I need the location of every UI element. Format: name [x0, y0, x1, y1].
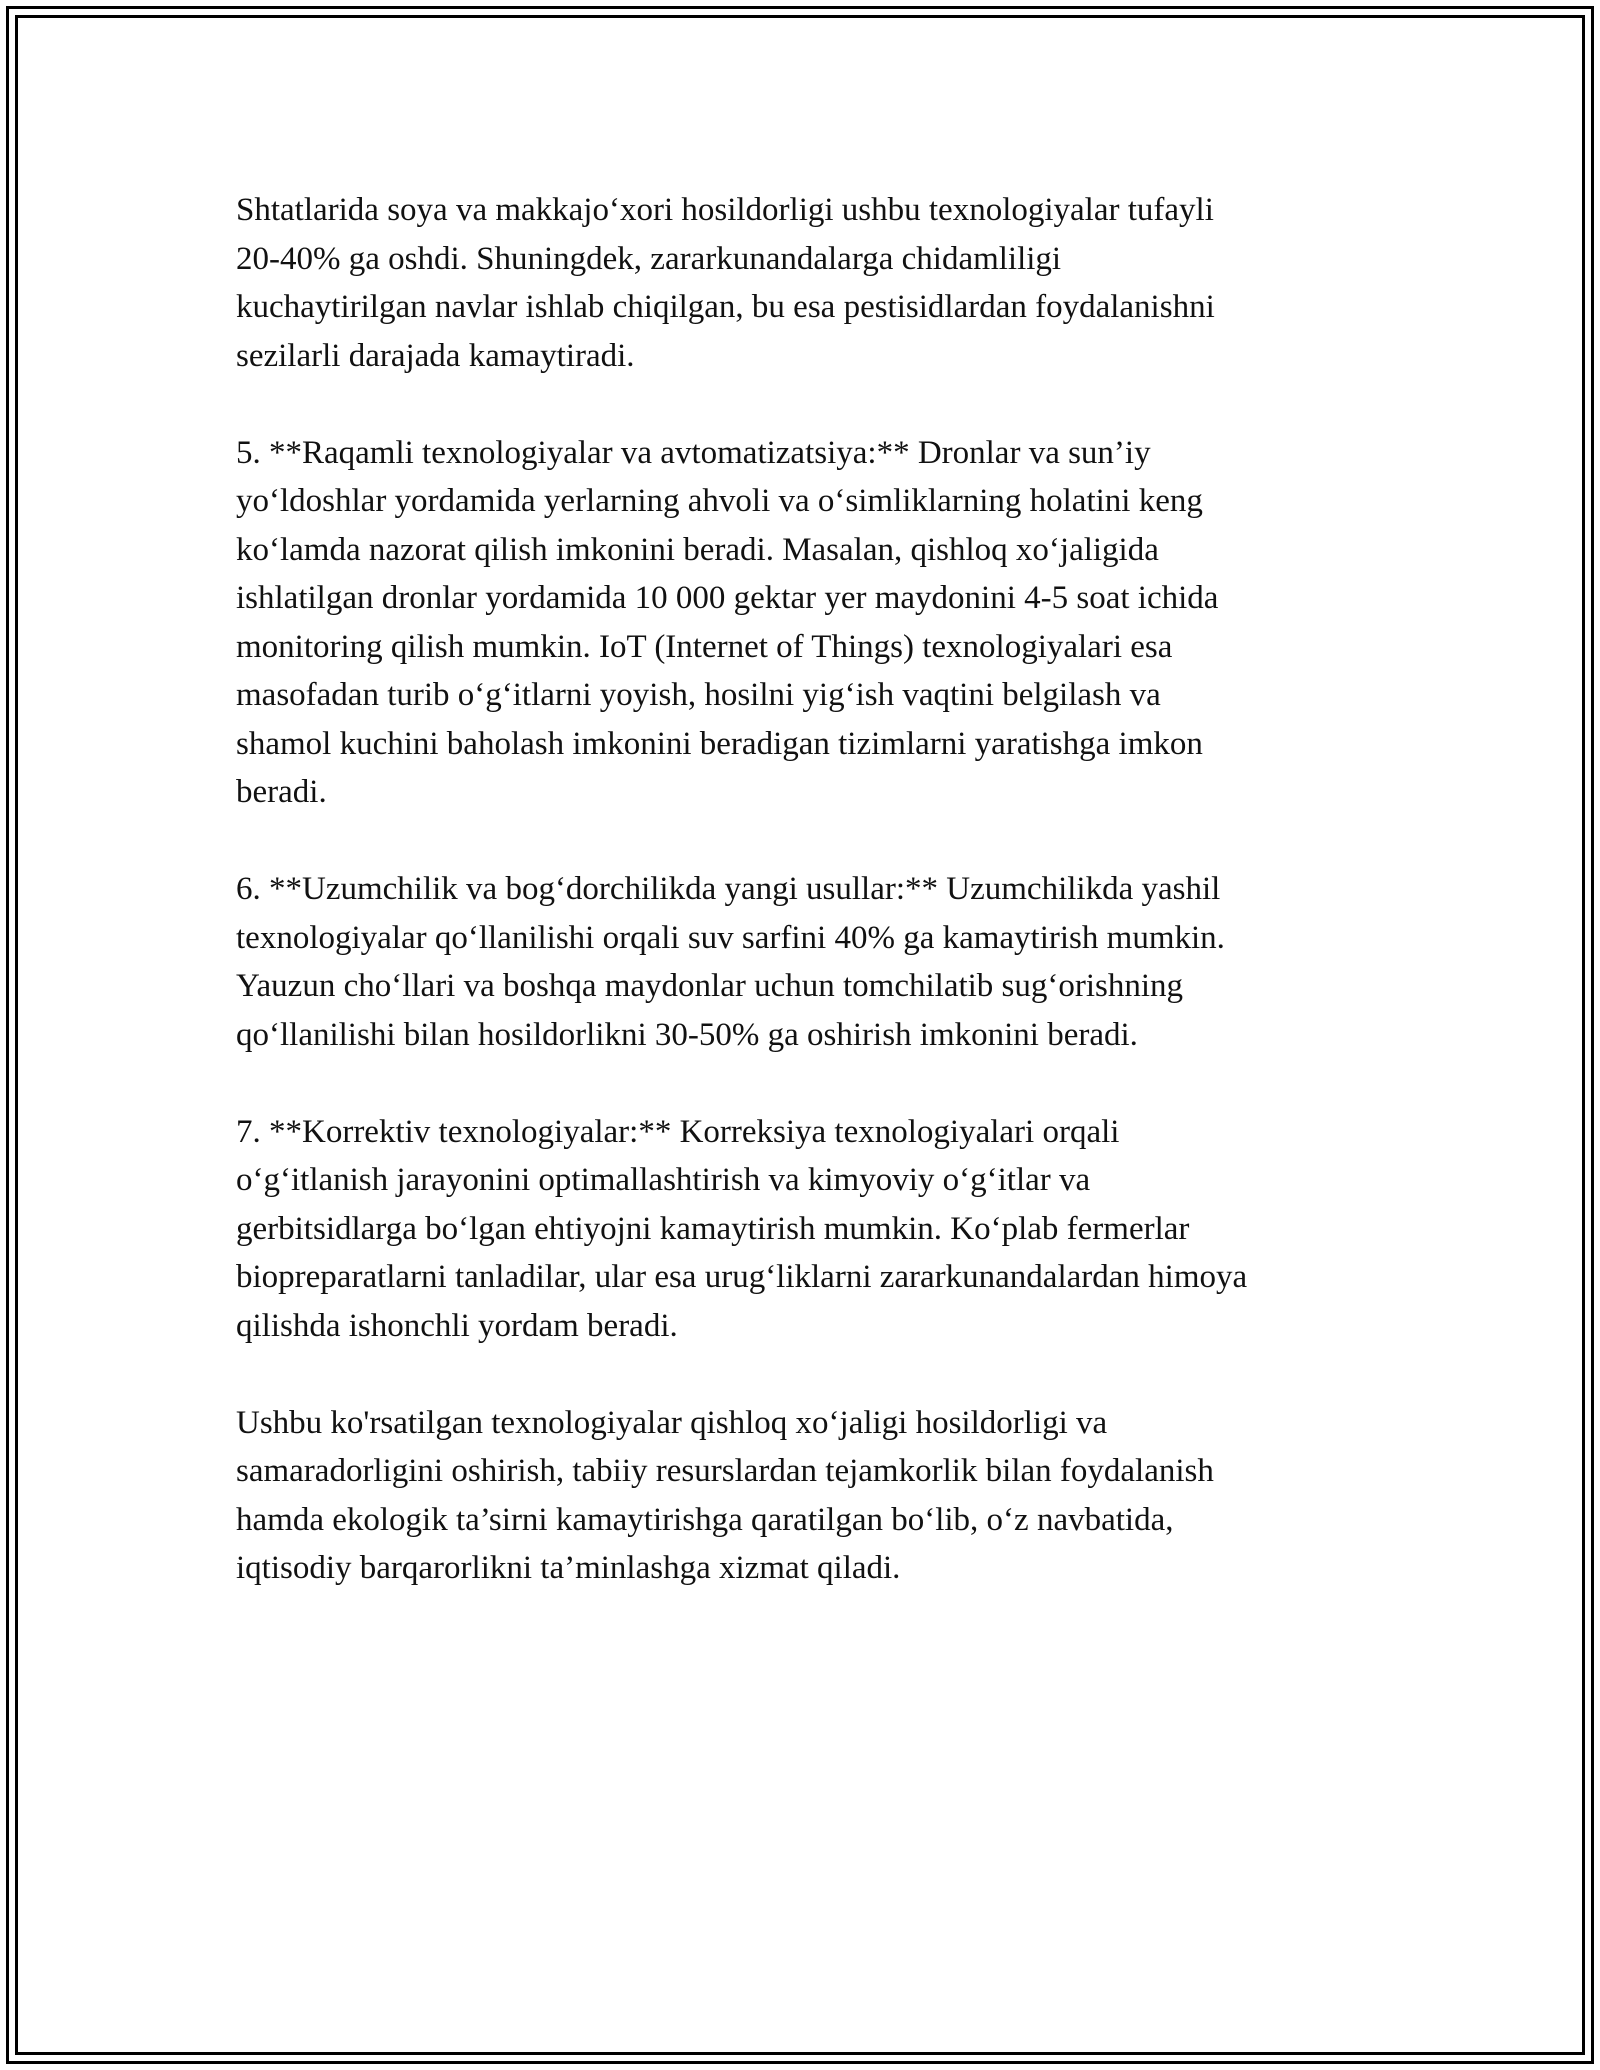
text-line: Shtatlarida soya va makkajo‘xori hosildorligi ushbu texnologiyalar tufayli: [236, 192, 1214, 228]
text-line: Ushbu ko'rsatilgan texnologiyalar qishloq xo‘jaligi hosildorligi va: [236, 1404, 1108, 1441]
text-line: yo‘ldoshlar yordamida yerlarning ahvoli va o‘simliklarning holatini keng: [236, 483, 1203, 519]
text-line: shamol kuchini baholash imkonini beradigan tizimlarni yaratishga imkon: [236, 725, 1203, 762]
text-line: biopreparatlarni tanladilar, ular esa urug‘liklarni zararkunandalardan himoya: [236, 1259, 1248, 1295]
text-line: ishlatilgan dronlar yordamida 10 000 gektar yer maydonini 4-5 soat ichida: [236, 580, 1219, 616]
text-line: masofadan turib o‘g‘itlarni yoyish, hosilni yig‘ish vaqtini belgilash va: [236, 677, 1161, 713]
document-body: [236, 186, 1376, 1641]
text-line: sezilarli darajada kamaytiradi.: [236, 337, 635, 374]
paragraph-item-7: [236, 1108, 1376, 1351]
text-line: Yauzun cho‘llari va boshqa maydonlar uchun tomchilatib sug‘orishning: [236, 968, 1184, 1004]
text-line: 6. **Uzumchilik va bog‘dorchilikda yangi usullar:** Uzumchilikda yashil: [236, 871, 1221, 907]
paragraph-item-5: [236, 429, 1376, 817]
text-line: beradi.: [236, 774, 327, 810]
text-line: qilishda ishonchli yordam beradi.: [236, 1307, 678, 1344]
text-line: gerbitsidlarga bo‘lgan ehtiyojni kamaytirish mumkin. Ko‘plab fermerlar: [236, 1210, 1190, 1247]
text-line: iqtisodiy barqarorlikni ta’minlashga xizmat qiladi.: [236, 1550, 901, 1586]
text-line: o‘g‘itlanish jarayonini optimallashtirish va kimyoviy o‘g‘itlar va: [236, 1162, 1091, 1198]
text-line: samaradorligini oshirish, tabiiy resurslardan tejamkorlik bilan foydalanish: [236, 1453, 1214, 1489]
text-line: 5. **Raqamli texnologiyalar va avtomatizatsiya:** Dronlar va sun’iy: [236, 434, 1151, 471]
text-line: ko‘lamda nazorat qilish imkonini beradi. Masalan, qishloq xo‘jaligida: [236, 531, 1159, 568]
text-line: hamda ekologik ta’sirni kamaytirishga qaratilgan bo‘lib, o‘z navbatida,: [236, 1501, 1174, 1538]
paragraph-conclusion: [236, 1399, 1376, 1593]
text-line: 7. **Korrektiv texnologiyalar:** Korreksiya texnologiyalari orqali: [236, 1113, 1120, 1150]
text-line: 20-40% ga oshdi. Shuningdek, zararkunandalarga chidamliligi: [236, 240, 1062, 277]
paragraph-item-6: [236, 865, 1376, 1059]
paragraph-intro-continuation: [236, 186, 1376, 380]
text-line: kuchaytirilgan navlar ishlab chiqilgan, bu esa pestisidlardan foydalanishni: [236, 289, 1215, 325]
text-line: monitoring qilish mumkin. IoT (Internet of Things) texnologiyalari esa: [236, 628, 1173, 665]
text-line: qo‘llanilishi bilan hosildorlikni 30-50% ga oshirish imkonini beradi.: [236, 1016, 1138, 1053]
text-line: texnologiyalar qo‘llanilishi orqali suv sarfini 40% ga kamaytirish mumkin.: [236, 919, 1225, 956]
